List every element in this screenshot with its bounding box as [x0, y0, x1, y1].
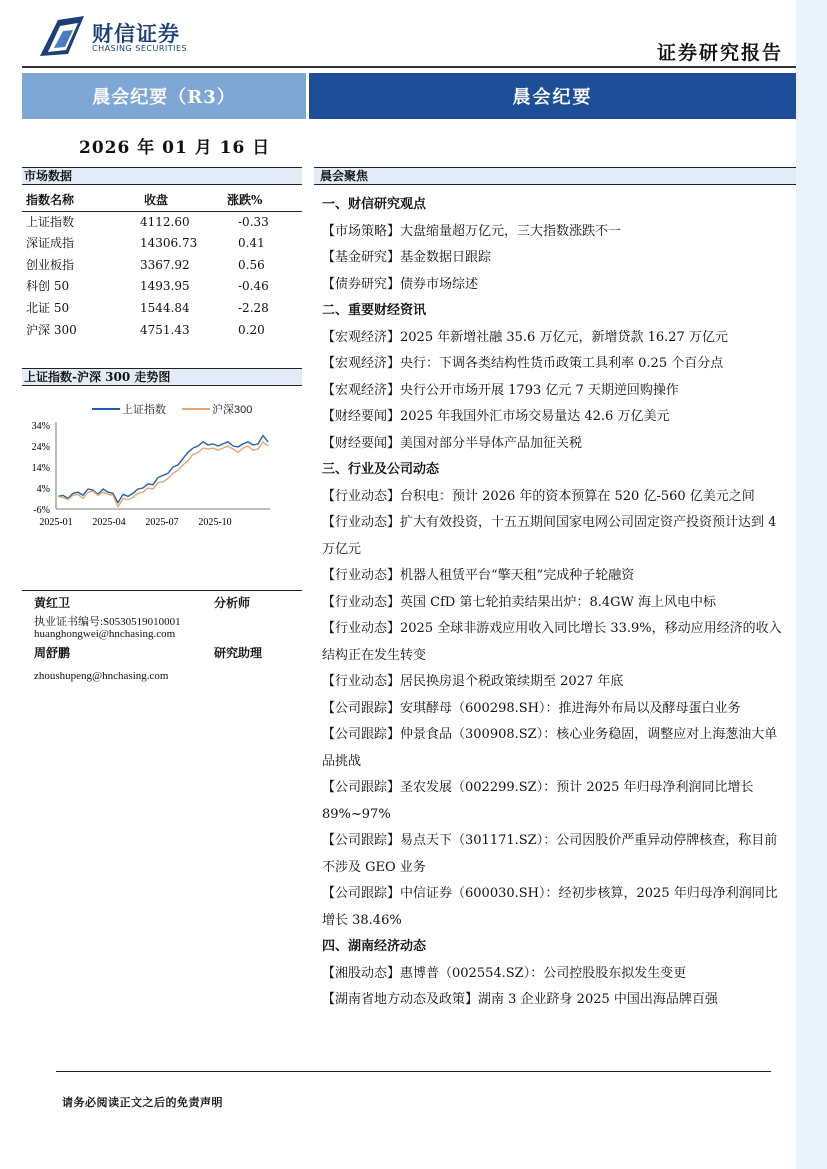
list-item[interactable] — [322, 987, 788, 1014]
logo-chinese-name: 财信证券 — [92, 22, 180, 46]
index-change: -0.46 — [238, 279, 269, 294]
index-close: 4751.43 — [140, 322, 190, 337]
item-tag: 【行业动态】 — [322, 594, 401, 610]
column-header-change: 涨跌% — [227, 193, 263, 207]
table-row — [22, 276, 302, 298]
item-tag: 【公司跟踪】 — [322, 780, 401, 795]
right-edge-strip — [796, 0, 827, 1169]
focus-content — [322, 192, 788, 1014]
index-close: 14306.73 — [140, 236, 198, 251]
item-tag: 【湖南省地方动态及政策】 — [322, 992, 479, 1007]
company-logo — [38, 14, 198, 58]
item-text: 扩大有效投资，十五五期间国家电网公司固定资产投资预计达到 4 万亿元 — [322, 515, 777, 557]
disclaimer-note: 请务必阅读正文之后的免责声明 — [62, 1096, 223, 1109]
item-text: 2025 年我国外汇市场交易量达 42.6 万亿美元 — [400, 409, 670, 424]
y-tick-label: 24% — [31, 442, 50, 453]
y-tick-label: 14% — [31, 463, 50, 474]
list-item[interactable] — [322, 351, 788, 378]
item-text: 居民换房退个税政策续期至 2027 年底 — [400, 674, 624, 689]
analyst-2-role: 研究助理 — [214, 646, 263, 660]
report-type-label: 证券研究报告 — [656, 42, 783, 64]
column-header-close: 收盘 — [144, 193, 169, 207]
index-close: 3367.92 — [140, 257, 190, 272]
x-tick-label: 2025-07 — [145, 517, 179, 528]
item-tag: 【公司跟踪】 — [322, 727, 401, 742]
item-tag: 【行业动态】 — [322, 621, 401, 636]
index-name: 深证成指 — [26, 236, 75, 251]
list-item[interactable] — [322, 404, 788, 431]
item-tag: 【公司跟踪】 — [322, 833, 401, 848]
item-tag: 【公司跟踪】 — [322, 700, 401, 716]
item-text: 2025 年新增社融 35.6 万亿元，新增贷款 16.27 万亿元 — [400, 329, 728, 345]
item-tag: 【市场策略】 — [322, 223, 401, 239]
list-item[interactable] — [322, 616, 788, 669]
series-line-csi300 — [58, 442, 268, 507]
footer-divider — [56, 1071, 771, 1072]
list-item[interactable] — [322, 563, 788, 590]
logo-english-name: CHASING SECURITIES — [92, 44, 188, 53]
section-heading: 二、重要财经资讯 — [322, 303, 427, 318]
y-tick-label: 4% — [36, 484, 50, 495]
analyst-2-name: 周舒鹏 — [34, 646, 71, 660]
list-item[interactable] — [322, 669, 788, 696]
x-tick-label: 2025-10 — [198, 517, 232, 528]
item-tag: 【行业动态】 — [322, 515, 401, 530]
item-text: 台积电：预计 2026 年的资本预算在 520 亿-560 亿美元之间 — [400, 488, 755, 504]
y-axis — [32, 421, 50, 516]
analyst-1-cert: 执业证书编号:S0530519010001 — [34, 616, 181, 628]
index-close: 4112.60 — [140, 214, 190, 229]
x-tick-label: 2025-04 — [92, 517, 126, 528]
analyst-2-email[interactable]: zhoushupeng@hnchasing.com — [34, 670, 169, 682]
item-tag: 【财经要闻】 — [322, 435, 401, 451]
item-text: 惠博普（002554.SZ）：公司控股股东拟发生变更 — [400, 965, 687, 981]
list-item[interactable] — [322, 961, 788, 988]
item-text: 债券市场综述 — [400, 276, 479, 292]
item-text: 基金数据日跟踪 — [400, 250, 492, 265]
list-item[interactable] — [322, 245, 788, 272]
table-row — [22, 298, 302, 320]
header-divider — [22, 66, 796, 68]
list-item[interactable] — [322, 219, 788, 246]
item-text: 央行：下调各类结构性货币政策工具利率 0.25 个百分点 — [400, 356, 724, 371]
x-tick-label: 2025-01 — [39, 517, 73, 528]
focus-header: 晨会聚焦 — [314, 167, 796, 185]
list-item[interactable] — [322, 484, 788, 511]
index-change: -0.33 — [238, 214, 269, 229]
index-change: 0.20 — [238, 322, 265, 337]
table-row — [22, 212, 302, 234]
index-name: 创业板指 — [26, 257, 75, 272]
section-heading: 一、财信研究观点 — [322, 197, 427, 212]
item-tag: 【基金研究】 — [322, 250, 401, 265]
item-text: 央行公开市场开展 1793 亿元 7 天期逆回购操作 — [400, 382, 679, 398]
item-tag: 【财经要闻】 — [322, 409, 401, 424]
list-item[interactable] — [322, 272, 788, 299]
item-text: 美国对部分半导体产品加征关税 — [400, 435, 583, 451]
index-change: -2.28 — [238, 300, 269, 315]
item-tag: 【宏观经济】 — [322, 382, 401, 398]
item-text: 2025 全球非游戏应用收入同比增长 33.9%，移动应用经济的收入结构正在发生转变 — [322, 621, 782, 663]
index-change: 0.41 — [238, 236, 265, 251]
item-tag: 【宏观经济】 — [322, 329, 401, 345]
item-text: 大盘缩量超万亿元，三大指数涨跌不一 — [400, 223, 622, 239]
report-date: 2026 年 01 月 16 日 — [79, 138, 271, 158]
table-row — [22, 255, 302, 277]
banner-left: 晨会纪要（R3） — [22, 73, 306, 119]
item-tag: 【行业动态】 — [322, 568, 401, 583]
item-text: 英国 CfD 第七轮拍卖结果出炉：8.4GW 海上风电中标 — [400, 594, 717, 610]
chart-series — [58, 436, 268, 507]
series-line-shanghai — [58, 436, 268, 503]
table-row — [22, 320, 302, 342]
analyst-1-name: 黄红卫 — [34, 596, 71, 610]
item-tag: 【债券研究】 — [322, 276, 401, 292]
index-name: 科创 50 — [26, 279, 70, 294]
item-text: 湖南 3 企业跻身 2025 中国出海品牌百强 — [478, 992, 718, 1007]
item-tag: 【公司跟踪】 — [322, 886, 401, 901]
section-heading: 三、行业及公司动态 — [322, 462, 440, 477]
list-item[interactable] — [322, 696, 788, 723]
banner-right: 晨会纪要 — [309, 73, 796, 119]
section-heading: 四、湖南经济动态 — [322, 939, 427, 954]
index-trend-chart — [22, 394, 302, 534]
item-tag: 【行业动态】 — [322, 488, 401, 504]
list-item[interactable] — [322, 325, 788, 352]
index-name: 沪深 300 — [26, 322, 77, 337]
list-item[interactable] — [322, 378, 788, 405]
item-text: 安琪酵母（600298.SH）：推进海外布局以及酵母蛋白业务 — [400, 700, 741, 716]
legend-label-csi300: 沪深300 — [212, 404, 253, 416]
item-text: 机器人租赁平台“擎天租”完成种子轮融资 — [400, 568, 635, 583]
list-item[interactable] — [322, 828, 788, 881]
logo-mark-icon — [38, 14, 86, 58]
item-tag: 【宏观经济】 — [322, 356, 401, 371]
analyst-1-role: 分析师 — [214, 596, 251, 610]
item-tag: 【湘股动态】 — [322, 965, 401, 981]
y-tick-label: -6% — [33, 505, 50, 516]
index-name: 上证指数 — [26, 214, 75, 229]
list-item[interactable] — [322, 590, 788, 617]
item-text: 易点天下（301171.SZ）：公司因股价严重异动停牌核查，称目前不涉及 GEO 业务 — [322, 833, 778, 875]
item-text: 圣农发展（002299.SZ）：预计 2025 年归母净利润同比增长 89%~97% — [322, 780, 754, 822]
item-text: 仲景食品（300908.SZ）：核心业务稳固，调整应对上海葱油大单品挑战 — [322, 727, 778, 769]
list-item[interactable] — [322, 775, 788, 828]
list-item[interactable] — [322, 510, 788, 563]
list-item[interactable] — [322, 431, 788, 458]
index-close: 1544.84 — [140, 300, 190, 315]
chart-title-header: 上证指数-沪深 300 走势图 — [22, 368, 302, 386]
market-data-header: 市场数据 — [22, 167, 302, 185]
legend-label-shanghai: 上证指数 — [122, 404, 166, 416]
y-tick-label: 34% — [31, 421, 50, 432]
chart-divider — [22, 590, 302, 591]
market-data-table — [22, 190, 302, 341]
item-text: 中信证券（600030.SH）：经初步核算，2025 年归母净利润同比增长 38.46% — [322, 886, 778, 928]
list-item[interactable] — [322, 722, 788, 775]
table-row — [22, 233, 302, 255]
analyst-1-email[interactable]: huanghongwei@hnchasing.com — [34, 628, 176, 640]
index-change: 0.56 — [238, 257, 265, 272]
index-name: 北证 50 — [26, 300, 70, 315]
list-item[interactable] — [322, 881, 788, 934]
column-header-index: 指数名称 — [26, 193, 75, 207]
table-header-row — [22, 190, 302, 212]
item-tag: 【行业动态】 — [322, 674, 401, 689]
chart-legend — [92, 402, 252, 416]
index-close: 1493.95 — [140, 279, 190, 294]
x-axis — [39, 517, 231, 528]
